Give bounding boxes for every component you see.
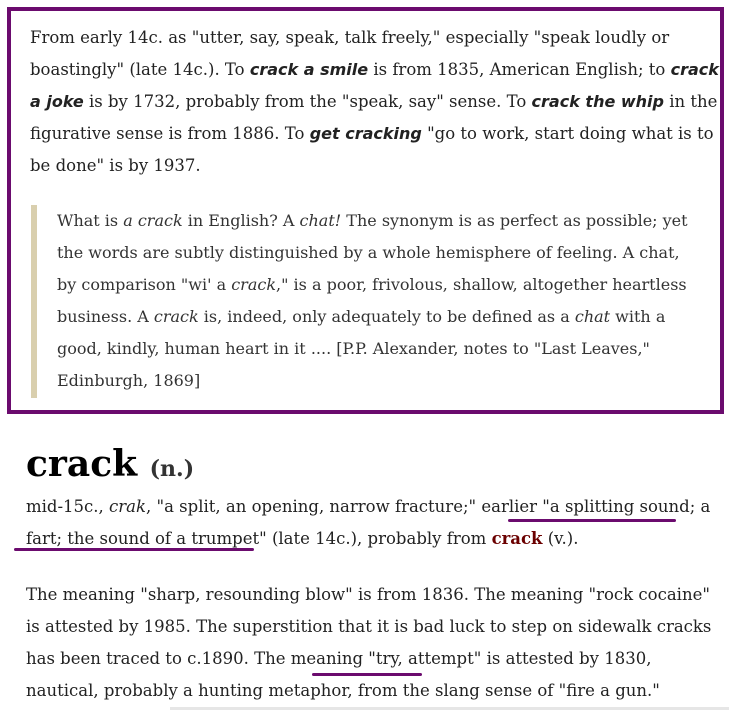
underline-annotation [508, 519, 676, 522]
italic-term: crack [153, 307, 199, 326]
text-segment: is, indeed, only adequately to be defined as a [198, 307, 575, 326]
text-segment: ," is a poor, frivolous, shallow, altogether heartless business. A [57, 275, 687, 326]
verb-sense-paragraph [30, 22, 720, 182]
crack-verb-link[interactable]: crack [491, 529, 543, 548]
phrase-crack-the-whip: crack the whip [531, 92, 664, 111]
text-segment: mid-15c., [26, 497, 110, 516]
phrase-crack-a-smile: crack a smile [249, 60, 369, 79]
entry-word: crack [26, 443, 138, 485]
italic-term: chat! [299, 211, 342, 230]
text-segment: The synonym is as perfect as possible; yet the words are subtly distinguished by a whole hemisphere of feeling. A chat, by comparison "wi' a [57, 211, 688, 294]
underline-annotation [312, 673, 422, 676]
citation-text [57, 205, 701, 397]
text-segment: in the figurative sense is from 1886. To [30, 92, 718, 143]
text-segment: "go to work, start doing what is to be done" is by 1937. [30, 124, 714, 175]
italic-term: a crack [123, 211, 183, 230]
noun-definition-paragraph [26, 491, 716, 555]
text-segment: with a good, kindly, human heart in it .... [P.P. Alexander, notes to "Last Leaves," Edinburgh, 1869] [57, 307, 666, 390]
text-segment: is from 1835, American English; to [368, 60, 671, 79]
italic-term: chat [574, 307, 611, 326]
part-of-speech: (n.) [149, 456, 195, 482]
text-segment: in English? A [182, 211, 300, 230]
noun-meanings-paragraph: The meaning "sharp, resounding blow" is from 1836. The meaning "rock cocaine" is attested by 1985. The superstition that it is bad luck to step on sidewalk cracks has been traced to c.1890. The meaning "try, attempt" is attested by 1830, nautical, probably a hunting metaphor, from the slang sense of "fire a gun." [26, 585, 712, 700]
italic-term: crak [109, 497, 147, 516]
italic-term: crack [231, 275, 277, 294]
text-segment: is by 1732, probably from the "speak, say" sense. To [83, 92, 532, 111]
citation-blockquote [31, 205, 701, 398]
phrase-get-cracking: get cracking [309, 124, 422, 143]
entry-heading [26, 440, 194, 493]
text-segment: From early 14c. as "utter, say, speak, talk freely," especially "speak loudly or boastingly" (late 14c.). To [30, 28, 670, 79]
highlighted-etymology-box [7, 7, 724, 414]
text-segment: , "a split, an opening, narrow fracture;" earlier "a splitting sound; a fart; the sound of a trumpet" (late 14c.), probably from [26, 497, 711, 548]
text-segment: (v.). [542, 529, 579, 548]
text-segment: What is [57, 211, 124, 230]
underline-annotation [14, 548, 254, 551]
phrase-crack-a-joke: crack a joke [30, 60, 719, 111]
